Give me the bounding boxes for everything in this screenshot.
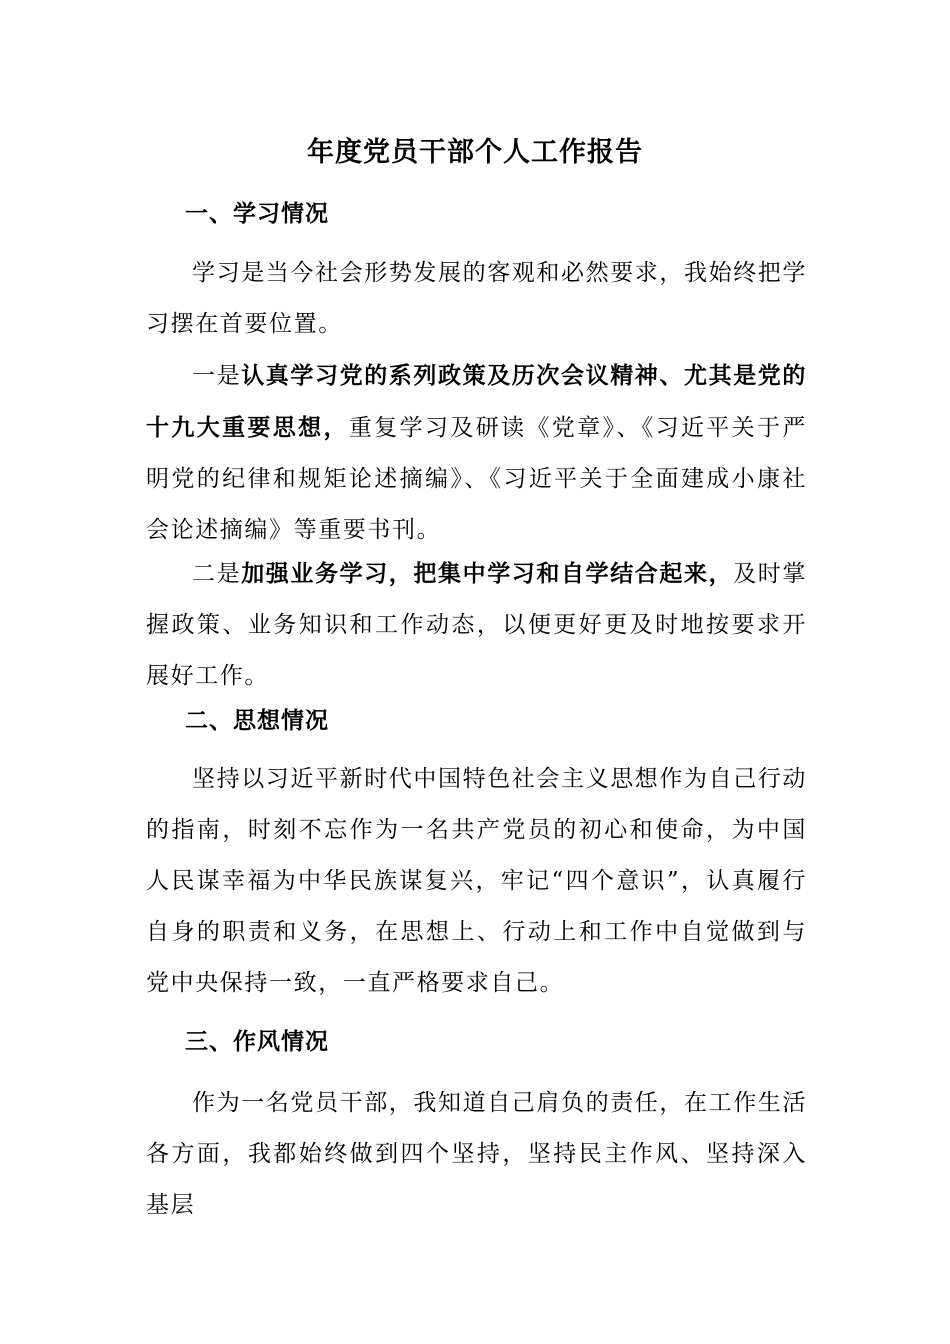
point-2-prefix: 二是 — [192, 561, 242, 587]
paragraph-style: 作为一名党员干部，我知道自己肩负的责任，在工作生活各方面，我都始终做到四个坚持，坚持民主作风、坚持深入基层 — [146, 1090, 807, 1218]
paragraph-study-point-2 — [146, 548, 807, 702]
section-heading-study: 一、学习情况 — [185, 200, 329, 227]
paragraph-thought: 坚持以习近平新时代中国特色社会主义思想作为自己行动的指南，时刻不忘作为一名共产党员的初心和使命，为中国人民谋幸福为中华民族谋复兴，牢记“四个意识”，认真履行自身的职责和义务，在思想上、行动上和工作中自觉做到与党中央保持一致，一直严格要求自己。 — [146, 766, 807, 996]
paragraph-study-point-1 — [146, 350, 807, 556]
point-1-text: 重复学习及研读《党章》、《习近平关于严明党的纪律和规矩论述摘编》、《习近平关于全面建成小康社会论述摘编》等重要书刊。 — [146, 415, 807, 543]
point-2-text: 及时掌握政策、业务知识和工作动态，以便更好更及时地按要求开展好工作。 — [146, 561, 808, 689]
section-heading-style: 三、作风情况 — [185, 1028, 329, 1055]
document-title: 年度党员干部个人工作报告 — [307, 137, 643, 168]
point-1-prefix: 一是 — [192, 363, 242, 389]
paragraph-study-intro: 学习是当今社会形势发展的客观和必然要求，我始终把学习摆在首要位置。 — [146, 260, 807, 337]
point-2-emphasis: 加强业务学习，把集中学习和自学结合起来， — [241, 560, 734, 587]
section-heading-thought: 二、思想情况 — [185, 707, 329, 734]
point-1-emphasis: 认真学习党的系列政策及历次会议精神、尤其是党的十九大重要思想， — [146, 362, 808, 441]
